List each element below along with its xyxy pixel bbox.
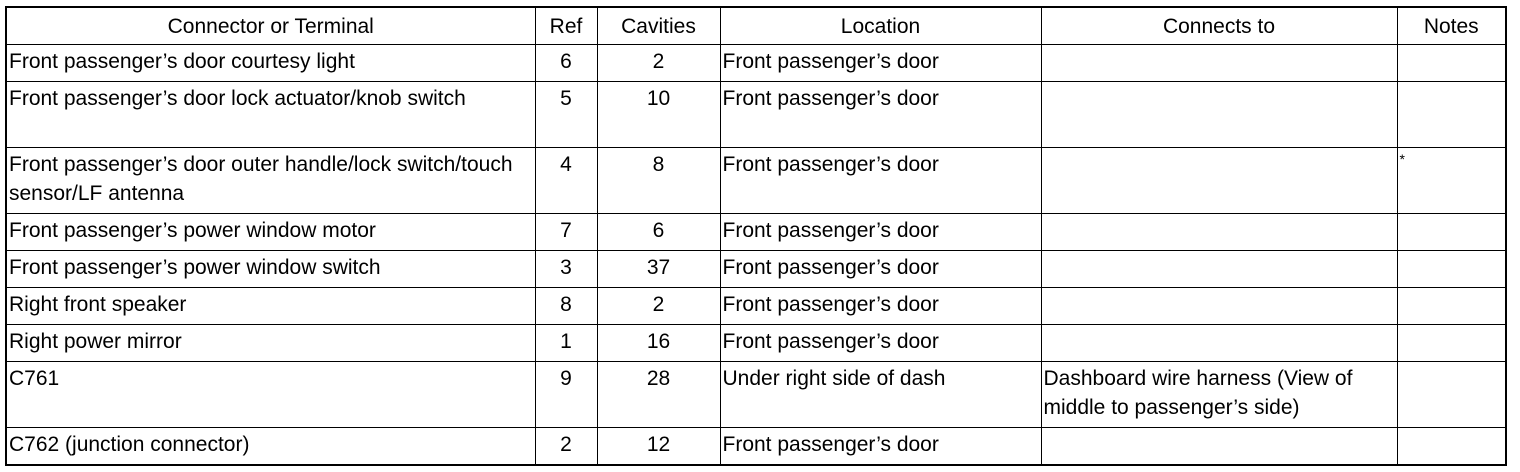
ref-cell: 6	[535, 45, 597, 82]
header-ref: Ref	[535, 7, 597, 45]
connector-cell: Front passenger’s door lock actuator/knob switch	[6, 82, 535, 148]
connects-to-cell	[1041, 428, 1397, 466]
connector-cell: Front passenger’s door outer handle/lock switch/touch sensor/LF antenna	[6, 148, 535, 214]
notes-cell: *	[1397, 148, 1506, 214]
header-notes: Notes	[1397, 7, 1506, 45]
cavities-cell: 12	[597, 428, 720, 466]
connects-to-cell	[1041, 214, 1397, 251]
table-row	[6, 251, 1506, 288]
cavities-cell: 8	[597, 148, 720, 214]
table-row	[6, 362, 1506, 428]
connector-cell: C762 (junction connector)	[6, 428, 535, 466]
header-connector: Connector or Terminal	[6, 7, 535, 45]
header-row	[6, 7, 1506, 45]
header-cavities: Cavities	[597, 7, 720, 45]
location-cell: Front passenger’s door	[720, 325, 1041, 362]
notes-cell	[1397, 82, 1506, 148]
table-header	[6, 7, 1506, 45]
ref-cell: 3	[535, 251, 597, 288]
table-row	[6, 288, 1506, 325]
cavities-cell: 6	[597, 214, 720, 251]
cavities-cell: 37	[597, 251, 720, 288]
table-row	[6, 428, 1506, 466]
connector-cell: Front passenger’s door courtesy light	[6, 45, 535, 82]
ref-cell: 9	[535, 362, 597, 428]
connects-to-cell	[1041, 82, 1397, 148]
location-cell: Front passenger’s door	[720, 45, 1041, 82]
notes-cell	[1397, 251, 1506, 288]
header-location: Location	[720, 7, 1041, 45]
connector-table	[5, 6, 1507, 466]
ref-cell: 8	[535, 288, 597, 325]
location-cell: Front passenger’s door	[720, 251, 1041, 288]
notes-cell	[1397, 325, 1506, 362]
cavities-cell: 16	[597, 325, 720, 362]
location-cell: Front passenger’s door	[720, 214, 1041, 251]
location-cell: Under right side of dash	[720, 362, 1041, 428]
notes-cell	[1397, 214, 1506, 251]
cavities-cell: 2	[597, 45, 720, 82]
header-connects-to: Connects to	[1041, 7, 1397, 45]
connector-cell: Front passenger’s power window switch	[6, 251, 535, 288]
connector-cell: C761	[6, 362, 535, 428]
ref-cell: 2	[535, 428, 597, 466]
table-row	[6, 214, 1506, 251]
table-row	[6, 148, 1506, 214]
connects-to-cell	[1041, 148, 1397, 214]
cavities-cell: 28	[597, 362, 720, 428]
table-row	[6, 82, 1506, 148]
table-body	[6, 45, 1506, 466]
connects-to-cell	[1041, 251, 1397, 288]
ref-cell: 7	[535, 214, 597, 251]
table-row	[6, 45, 1506, 82]
ref-cell: 1	[535, 325, 597, 362]
cavities-cell: 10	[597, 82, 720, 148]
notes-cell	[1397, 428, 1506, 466]
location-cell: Front passenger’s door	[720, 428, 1041, 466]
location-cell: Front passenger’s door	[720, 288, 1041, 325]
ref-cell: 5	[535, 82, 597, 148]
notes-cell	[1397, 362, 1506, 428]
cavities-cell: 2	[597, 288, 720, 325]
location-cell: Front passenger’s door	[720, 148, 1041, 214]
connector-cell: Right front speaker	[6, 288, 535, 325]
connector-cell: Right power mirror	[6, 325, 535, 362]
location-cell: Front passenger’s door	[720, 82, 1041, 148]
connects-to-cell: Dashboard wire harness (View of middle to passenger’s side)	[1041, 362, 1397, 428]
connector-cell: Front passenger’s power window motor	[6, 214, 535, 251]
table-row	[6, 325, 1506, 362]
notes-cell	[1397, 45, 1506, 82]
connects-to-cell	[1041, 288, 1397, 325]
connects-to-cell	[1041, 325, 1397, 362]
connects-to-cell	[1041, 45, 1397, 82]
ref-cell: 4	[535, 148, 597, 214]
notes-cell	[1397, 288, 1506, 325]
